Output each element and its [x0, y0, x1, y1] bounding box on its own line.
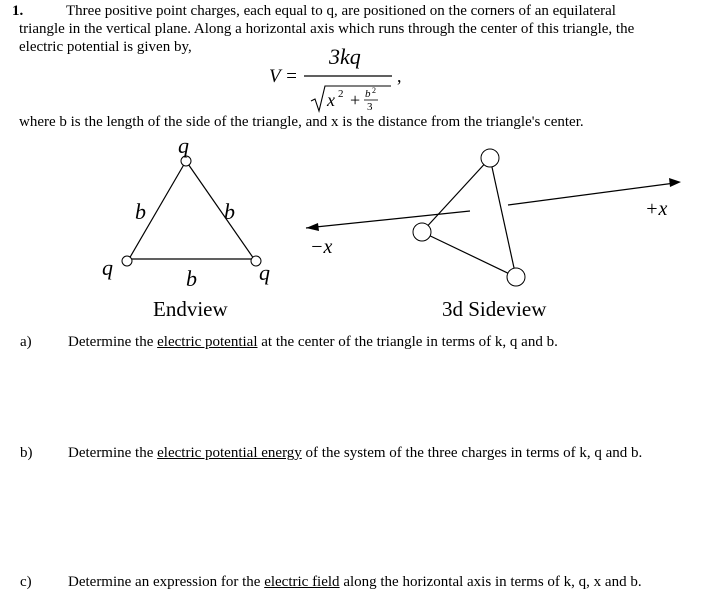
formula-plus: + — [350, 90, 361, 110]
problem-number: 1. — [12, 3, 24, 19]
part-a-label: a) — [20, 334, 32, 350]
positive-x-label: +x — [645, 198, 668, 220]
charge-top-label: q — [178, 133, 189, 158]
formula-lhs: V = — [269, 66, 298, 87]
sideview-side-2 — [490, 158, 516, 277]
endview-caption: Endview — [153, 297, 228, 321]
problem-intro-line-2: triangle in the vertical plane. Along a horizontal axis which runs through the center of this triangle, the — [19, 21, 635, 37]
side-bottom-label: b — [186, 266, 197, 291]
negative-x-axis — [306, 211, 470, 228]
sideview-caption: 3d Sideview — [442, 297, 547, 321]
negative-x-arrowhead — [306, 223, 319, 231]
endview-diagram — [102, 133, 270, 321]
charge-left-label: q — [102, 255, 113, 280]
part-c-question: Determine an expression for the electric field along the horizontal axis in terms of k, q, x and b. — [68, 574, 642, 590]
formula-b: b — [365, 88, 371, 100]
side-right-label: b — [224, 199, 235, 224]
charge-left — [122, 256, 132, 266]
formula-comma: , — [397, 66, 402, 86]
part-c-label: c) — [20, 574, 32, 590]
part-b-question: Determine the electric potential energy of the system of the three charges in terms of k, q and b. — [68, 445, 643, 461]
potential-formula — [269, 44, 402, 113]
sideview-side-3 — [422, 232, 516, 277]
formula-b-exponent: 2 — [372, 86, 376, 95]
triangle-side-right — [186, 161, 254, 259]
formula-three: 3 — [367, 101, 373, 113]
charge-right-label: q — [259, 260, 270, 285]
part-b-label: b) — [20, 445, 33, 461]
problem-intro-line-1: Three positive point charges, each equal to q, are positioned on the corners of an equilateral — [66, 3, 616, 19]
formula-x-exponent: 2 — [338, 88, 344, 100]
sideview-charge-left — [413, 223, 431, 241]
problem-intro-line-3: electric potential is given by, — [19, 39, 192, 55]
sideview-charge-top — [481, 149, 499, 167]
sideview-charge-bottom — [507, 268, 525, 286]
sideview-side-1 — [422, 158, 490, 232]
part-a-term: electric potential — [157, 334, 258, 350]
positive-x-arrowhead — [669, 178, 681, 187]
formula-x: x — [327, 90, 335, 110]
part-c-term: electric field — [264, 574, 340, 590]
formula-numerator: 3kq — [329, 44, 361, 69]
part-a-question: Determine the electric potential at the center of the triangle in terms of k, q and b. — [68, 334, 558, 350]
part-b-term: electric potential energy — [157, 445, 302, 461]
sideview-diagram — [306, 149, 681, 321]
side-left-label: b — [135, 199, 146, 224]
negative-x-label: −x — [310, 236, 333, 258]
formula-explanation: where b is the length of the side of the triangle, and x is the distance from the triangle's center. — [19, 114, 584, 130]
